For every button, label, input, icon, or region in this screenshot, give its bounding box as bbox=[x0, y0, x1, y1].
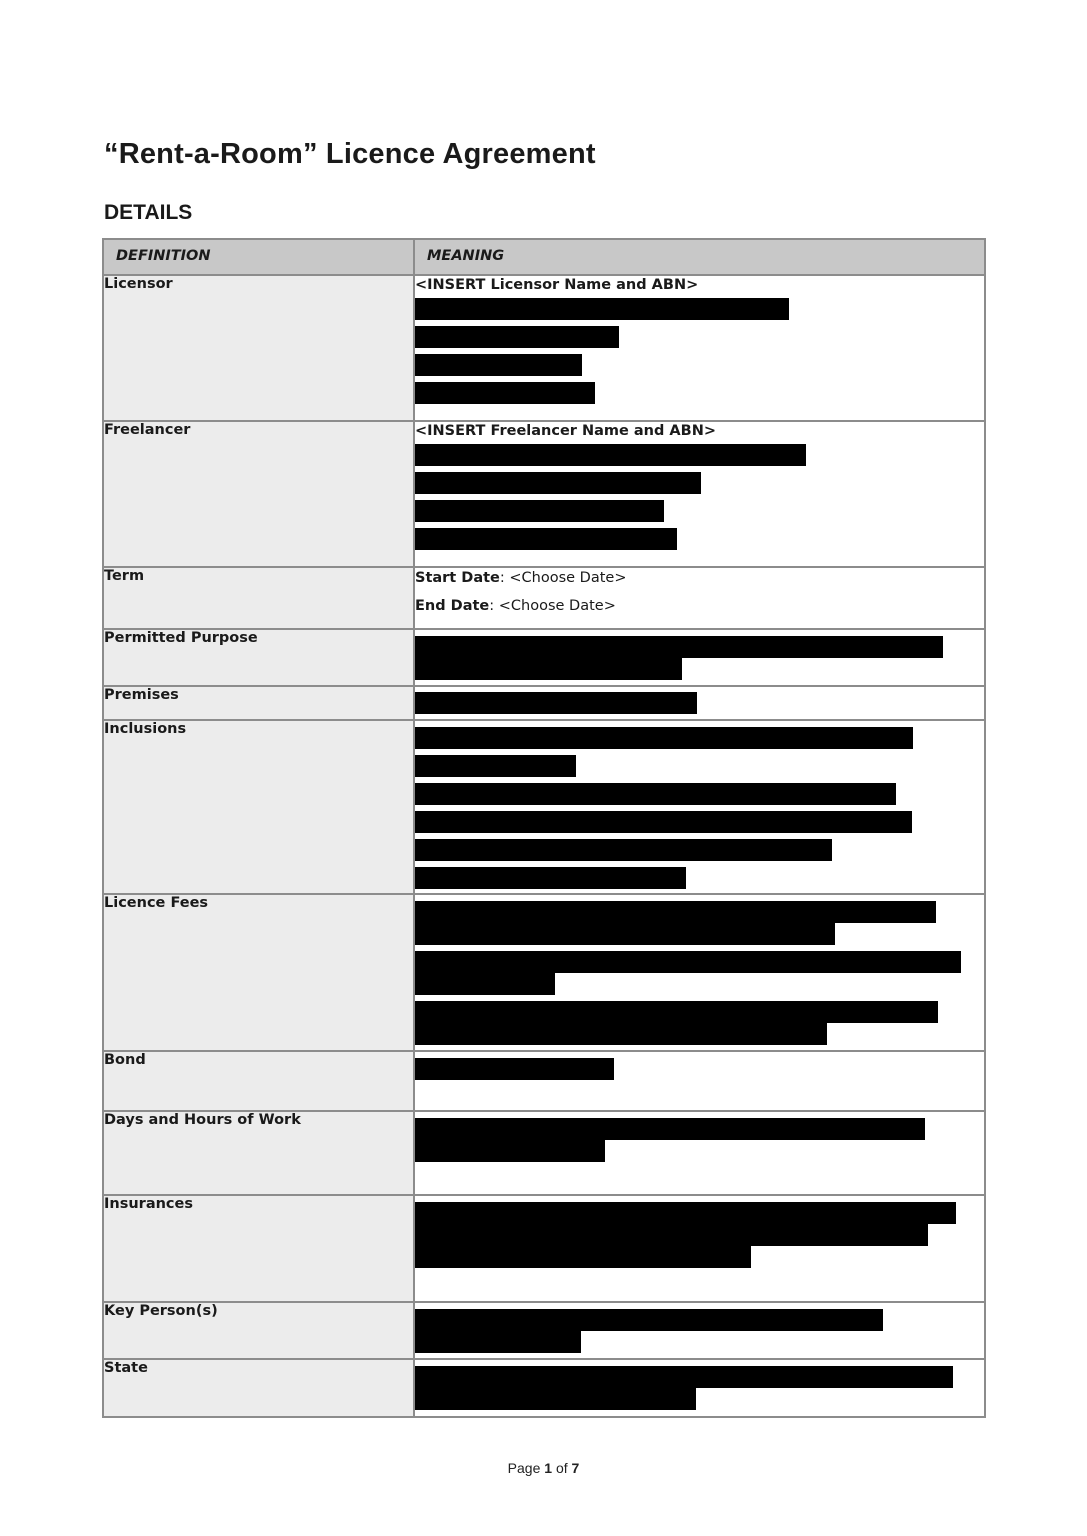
redaction-bar bbox=[415, 354, 582, 376]
redaction-bar bbox=[415, 444, 806, 466]
document-title: “Rent-a-Room” Licence Agreement bbox=[104, 138, 596, 170]
redaction-bar bbox=[415, 298, 789, 320]
page-footer bbox=[0, 1460, 1087, 1476]
table-header-row bbox=[103, 239, 985, 275]
row-inclusions bbox=[103, 720, 985, 894]
row-permitted-purpose bbox=[103, 629, 985, 686]
redaction-bar bbox=[415, 1118, 925, 1140]
redaction-bar bbox=[415, 500, 664, 522]
header-meaning: MEANING bbox=[414, 239, 985, 275]
row-days-hours bbox=[103, 1111, 985, 1195]
row-key-persons bbox=[103, 1302, 985, 1359]
redaction-bar bbox=[415, 1388, 696, 1410]
row-licensor bbox=[103, 275, 985, 421]
inclusions-value bbox=[414, 720, 985, 894]
redaction-bar bbox=[415, 951, 961, 973]
redaction-bar bbox=[415, 1224, 928, 1246]
redaction-bar bbox=[415, 1058, 614, 1080]
freelancer-label: Freelancer bbox=[103, 421, 414, 567]
row-bond bbox=[103, 1051, 985, 1111]
redaction-bar bbox=[415, 636, 943, 658]
redaction-bar bbox=[415, 658, 682, 680]
redaction-bar bbox=[415, 867, 686, 889]
premises-label: Premises bbox=[103, 686, 414, 720]
end-date-line bbox=[415, 596, 984, 624]
redaction-bar bbox=[415, 326, 619, 348]
row-licence-fees bbox=[103, 894, 985, 1051]
redaction-bar bbox=[415, 783, 896, 805]
days-hours-value bbox=[414, 1111, 985, 1195]
days-hours-label: Days and Hours of Work bbox=[103, 1111, 414, 1195]
row-insurances bbox=[103, 1195, 985, 1302]
end-date-label: End Date bbox=[415, 598, 490, 614]
start-date-line bbox=[415, 568, 984, 596]
key-persons-value bbox=[414, 1302, 985, 1359]
redaction-bar bbox=[415, 727, 913, 749]
redaction-bar bbox=[415, 1140, 605, 1162]
redaction-bar bbox=[415, 1023, 827, 1045]
row-state bbox=[103, 1359, 985, 1417]
redaction-bar bbox=[415, 382, 595, 404]
row-premises bbox=[103, 686, 985, 720]
redaction-bar bbox=[415, 1366, 953, 1388]
permitted-purpose-value bbox=[414, 629, 985, 686]
section-heading: DETAILS bbox=[104, 201, 193, 224]
licensor-label: Licensor bbox=[103, 275, 414, 421]
licensor-placeholder: <INSERT Licensor Name and ABN> bbox=[415, 277, 699, 293]
details-table bbox=[102, 238, 986, 1418]
licensor-value bbox=[414, 275, 985, 421]
page-of: of bbox=[552, 1460, 572, 1476]
permitted-purpose-label: Permitted Purpose bbox=[103, 629, 414, 686]
redaction-bar bbox=[415, 1246, 751, 1268]
end-date-field[interactable]: : <Choose Date> bbox=[489, 598, 616, 614]
term-value bbox=[414, 567, 985, 629]
row-term bbox=[103, 567, 985, 629]
state-value bbox=[414, 1359, 985, 1417]
redaction-bar bbox=[415, 1309, 883, 1331]
bond-value bbox=[414, 1051, 985, 1111]
redaction-bar bbox=[415, 1001, 938, 1023]
row-freelancer bbox=[103, 421, 985, 567]
premises-value bbox=[414, 686, 985, 720]
key-persons-label: Key Person(s) bbox=[103, 1302, 414, 1359]
bond-label: Bond bbox=[103, 1051, 414, 1111]
redaction-bar bbox=[415, 472, 701, 494]
redaction-bar bbox=[415, 901, 936, 923]
insurances-label: Insurances bbox=[103, 1195, 414, 1302]
freelancer-placeholder: <INSERT Freelancer Name and ABN> bbox=[415, 423, 716, 439]
insurances-value bbox=[414, 1195, 985, 1302]
header-definition: DEFINITION bbox=[103, 239, 414, 275]
redaction-bar bbox=[415, 923, 835, 945]
redaction-bar bbox=[415, 973, 555, 995]
page-prefix: Page bbox=[507, 1460, 545, 1476]
start-date-field[interactable]: : <Choose Date> bbox=[499, 570, 627, 586]
licence-fees-value bbox=[414, 894, 985, 1051]
state-label: State bbox=[103, 1359, 414, 1417]
term-label: Term bbox=[103, 567, 414, 629]
redaction-bar bbox=[415, 528, 677, 550]
inclusions-label: Inclusions bbox=[103, 720, 414, 894]
page-total: 7 bbox=[571, 1460, 580, 1476]
redaction-bar bbox=[415, 755, 576, 777]
start-date-label: Start Date bbox=[415, 570, 500, 586]
page-current: 1 bbox=[544, 1460, 553, 1476]
redaction-bar bbox=[415, 1202, 956, 1224]
redaction-bar bbox=[415, 1331, 581, 1353]
redaction-bar bbox=[415, 692, 697, 714]
freelancer-value bbox=[414, 421, 985, 567]
redaction-bar bbox=[415, 839, 832, 861]
licence-fees-label: Licence Fees bbox=[103, 894, 414, 1051]
redaction-bar bbox=[415, 811, 912, 833]
